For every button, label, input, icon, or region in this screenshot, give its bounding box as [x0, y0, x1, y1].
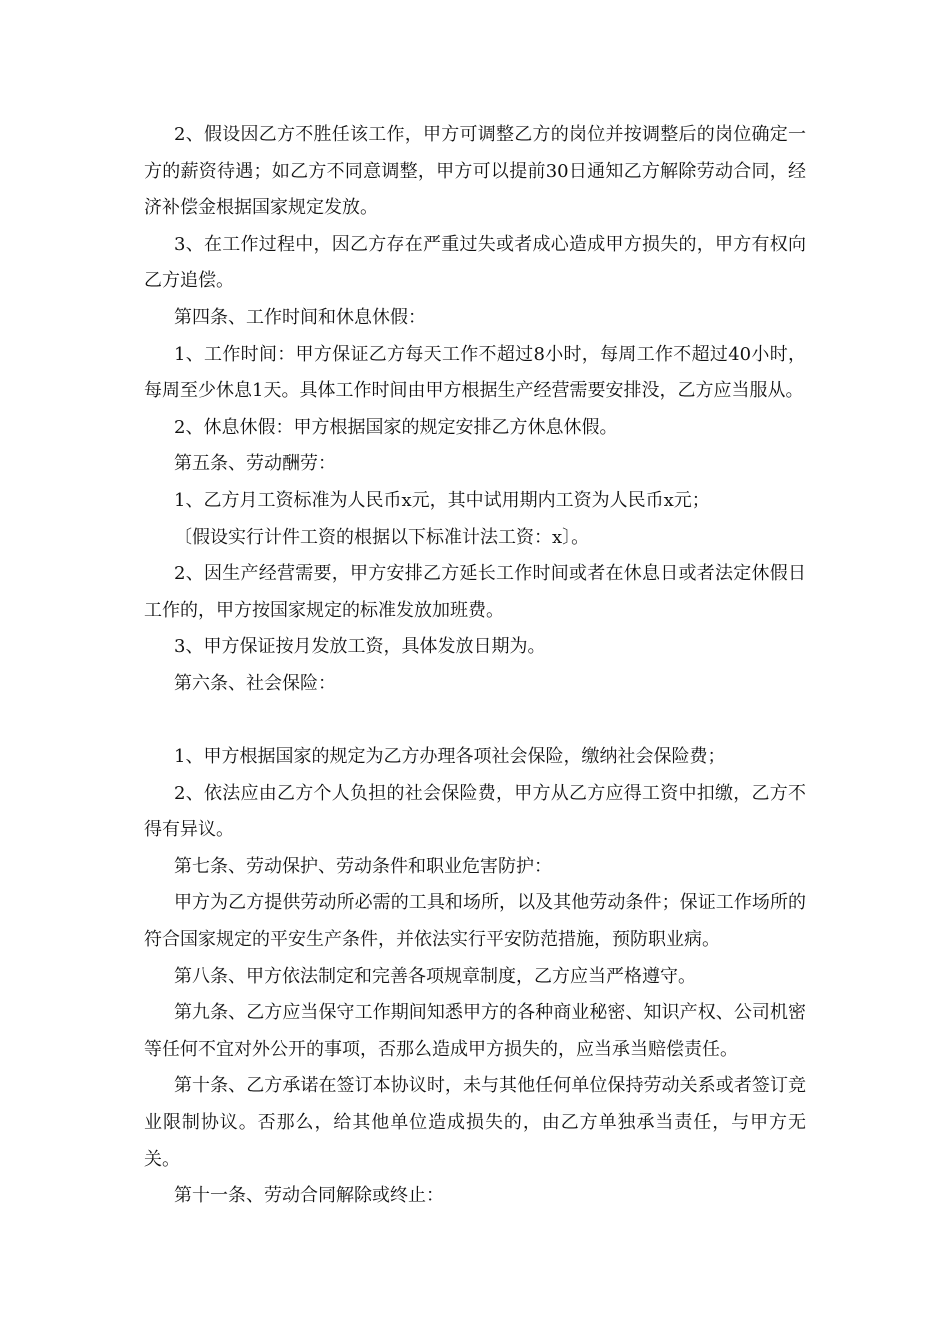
paragraph-clause-3-item-3: 3、在工作过程中，因乙方存在严重过失或者成心造成甲方损失的，甲方有权向乙方追偿。 [144, 233, 806, 292]
paragraph-monthly-salary: 1、乙方月工资标准为人民币x元，其中试用期内工资为人民币x元； [174, 489, 710, 511]
blank-line [144, 703, 806, 740]
paragraph-social-insurance-1: 1、甲方根据国家的规定为乙方办理各项社会保险，缴纳社会保险费； [174, 746, 726, 768]
paragraph-piece-rate-note: 〔假设实行计件工资的根据以下标准计法工资：x〕。 [174, 526, 590, 548]
heading-article-11: 第十一条、劳动合同解除或终止： [174, 1185, 444, 1207]
paragraph-article-8: 第八条、甲方依法制定和完善各项规章制度，乙方应当严格遵守。 [174, 965, 696, 987]
paragraph-pay-date: 3、甲方保证按月发放工资，具体发放日期为。 [174, 636, 546, 658]
paragraph-article-9: 第九条、乙方应当保守工作期间知悉甲方的各种商业秘密、知识产权、公司机密等任何不宜对外公开的事项，否那么造成甲方损失的，应当承当赔偿责任。 [144, 1002, 806, 1060]
paragraph-social-insurance-2: 2、依法应由乙方个人负担的社会保险费，甲方从乙方应得工资中扣缴，乙方不得有异议。 [144, 782, 806, 841]
document-body [144, 117, 806, 1215]
paragraph-article-10: 第十条、乙方承诺在签订本协议时，未与其他任何单位保持劳动关系或者签订竞业限制协议。否那么，给其他单位造成损失的，由乙方单独承当责任，与甲方无关。 [144, 1075, 806, 1170]
heading-article-6: 第六条、社会保险： [174, 672, 336, 694]
heading-article-5: 第五条、劳动酬劳： [174, 453, 336, 475]
paragraph-work-hours: 1、工作时间：甲方保证乙方每天工作不超过8小时，每周工作不超过40小时，每周至少休息1天。具体工作时间由甲方根据生产经营需要安排没，乙方应当服从。 [144, 343, 806, 402]
paragraph-clause-3-item-2: 2、假设因乙方不胜任该工作，甲方可调整乙方的岗位并按调整后的岗位确定一方的薪资待遇；如乙方不同意调整，甲方可以提前30日通知乙方解除劳动合同，经济补偿金根据国家规定发放。 [144, 124, 806, 219]
heading-article-7: 第七条、劳动保护、劳动条件和职业危害防护： [174, 855, 552, 877]
heading-article-4: 第四条、工作时间和休息休假： [174, 306, 426, 328]
paragraph-labor-protection: 甲方为乙方提供劳动所必需的工具和场所，以及其他劳动条件；保证工作场所的符合国家规定的平安生产条件，并依法实行平安防范措施，预防职业病。 [144, 892, 806, 951]
paragraph-rest-leave: 2、休息休假：甲方根据国家的规定安排乙方休息休假。 [174, 416, 618, 438]
paragraph-overtime-pay: 2、因生产经营需要，甲方安排乙方延长工作时间或者在休息日或者法定休假日工作的，甲方按国家规定的标准发放加班费。 [144, 563, 806, 621]
